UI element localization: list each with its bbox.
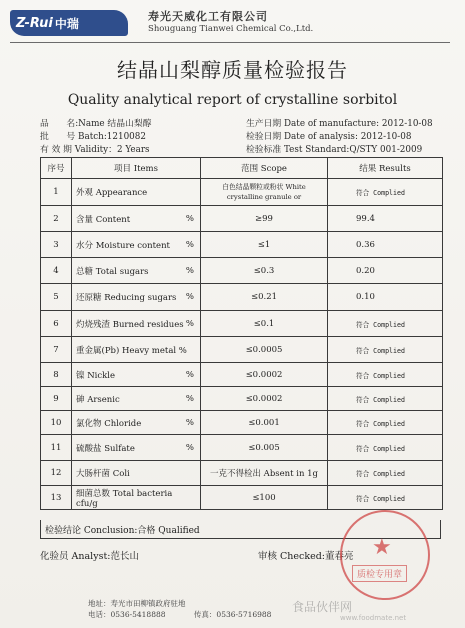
row-item: [72, 461, 201, 486]
row-number: 3: [41, 232, 72, 258]
row-unit: %: [185, 213, 194, 224]
row-item: [72, 387, 201, 411]
row-item-label: 含量 Content: [76, 214, 131, 225]
row-unit: %: [185, 318, 194, 329]
row-item: [72, 363, 201, 387]
row-scope: 白色结晶颗粒或粉状 White crystalline granule or: [201, 179, 328, 206]
header-no: 序号: [41, 158, 72, 179]
row-item-label: 镍 Nickle: [76, 370, 116, 381]
row-number: 5: [41, 284, 72, 311]
row-item-label: 重金属(Pb) Heavy metal %: [76, 345, 187, 356]
logo-text-en: Z-Rui: [16, 15, 53, 31]
row-result: 符合 Complied: [328, 461, 443, 486]
row-result: 符合 Complied: [328, 179, 443, 206]
row-item: [72, 435, 201, 461]
stamp-label: 质检专用章: [352, 565, 407, 582]
row-number: 11: [41, 435, 72, 461]
row-number: 2: [41, 206, 72, 232]
row-item: [72, 411, 201, 435]
table-row: [41, 232, 443, 258]
row-unit: %: [185, 442, 194, 453]
row-unit: %: [185, 393, 194, 404]
footer-phone: 电话：0536-5418888: [88, 610, 166, 619]
table-row: [41, 311, 443, 337]
row-item-label: 水分 Moisture content: [76, 240, 170, 251]
table-row: [41, 284, 443, 311]
row-scope: ≤0.005: [201, 435, 328, 461]
row-result: 符合 Complied: [328, 486, 443, 510]
header-results: 结果 Results: [328, 158, 443, 179]
row-scope: ≥99: [201, 206, 328, 232]
row-result: 符合 Complied: [328, 411, 443, 435]
table-row: [41, 387, 443, 411]
table-row: [41, 411, 443, 435]
footer: [88, 598, 271, 620]
table-row: [41, 179, 443, 206]
table-row: [41, 461, 443, 486]
row-number: 9: [41, 387, 72, 411]
header-divider: [10, 42, 450, 43]
row-item-label: 细菌总数 Total bacteria cfu/g: [76, 488, 173, 509]
table-row: [41, 435, 443, 461]
row-item-label: 大肠杆菌 Coli: [76, 469, 130, 479]
row-scope: ≤0.0002: [201, 363, 328, 387]
results-table: [40, 157, 443, 510]
row-item-label: 外观 Appearance: [76, 188, 148, 198]
row-number: 7: [41, 337, 72, 363]
row-result: 0.20: [328, 258, 443, 284]
report-title-en: Quality analytical report of crystalline sorbitol: [67, 92, 398, 108]
row-unit: %: [185, 369, 194, 380]
row-item: [72, 311, 201, 337]
row-scope: ≤0.21: [201, 284, 328, 311]
row-result: 符合 Complied: [328, 363, 443, 387]
row-item: [72, 179, 201, 206]
company-name-cn: 寿光天威化工有限公司: [148, 10, 268, 23]
row-result: 0.10: [328, 284, 443, 311]
watermark-url: www.foodmate.net: [340, 614, 407, 622]
row-unit: %: [185, 292, 194, 302]
table-row: [41, 206, 443, 232]
row-result: 符合 Complied: [328, 387, 443, 411]
row-number: 8: [41, 363, 72, 387]
row-item-label: 硫酸盐 Sulfate: [76, 443, 135, 454]
row-item: [72, 284, 201, 311]
header-items: 项目 Items: [72, 158, 201, 179]
row-scope: ≤0.001: [201, 411, 328, 435]
checked-signature: 审核 Checked:董春亮: [258, 551, 354, 562]
logo-text-cn: 中瑞: [54, 16, 79, 31]
header-scope: 范围 Scope: [201, 158, 328, 179]
validity: 有 效 期 Validity：2 Years: [40, 145, 150, 155]
row-result: 符合 Complied: [328, 435, 443, 461]
product-name: 品 名:Name 结晶山梨醇: [40, 119, 152, 129]
row-result: 符合 Complied: [328, 311, 443, 337]
analysis-date: 检验日期 Date of analysis: 2012-10-08: [246, 132, 412, 142]
row-number: 10: [41, 411, 72, 435]
stamp-star-icon: ★: [372, 535, 392, 560]
row-number: 4: [41, 258, 72, 284]
footer-fax: 传真：0536-5716988: [193, 610, 272, 619]
row-number: 1: [41, 179, 72, 206]
company-logo: [10, 10, 128, 36]
row-result: 0.36: [328, 232, 443, 258]
row-unit: %: [185, 417, 194, 428]
row-number: 12: [41, 461, 72, 486]
row-item: [72, 337, 201, 363]
row-item-label: 还原糖 Reducing sugars: [76, 293, 177, 303]
row-scope: ≤100: [201, 486, 328, 510]
row-scope: ≤0.1: [201, 311, 328, 337]
test-standard: 检验标准 Test Standard:Q/STY 001-2009: [246, 145, 423, 155]
row-scope: ≤1: [201, 232, 328, 258]
row-result: 99.4: [328, 206, 443, 232]
row-unit: %: [185, 239, 194, 250]
row-number: 6: [41, 311, 72, 337]
row-scope: ≤0.0005: [201, 337, 328, 363]
row-item-label: 灼烧残渣 Burned residues: [76, 319, 184, 330]
row-unit: %: [185, 265, 194, 276]
row-scope: ≤0.0002: [201, 387, 328, 411]
manufacture-date: 生产日期 Date of manufacture: 2012-10-08: [246, 119, 433, 129]
table-row: [41, 258, 443, 284]
analyst-signature: 化验员 Analyst:范长山: [40, 551, 139, 562]
table-row: [41, 337, 443, 363]
row-item-label: 总糖 Total sugars: [76, 266, 149, 277]
row-result: 符合 Complied: [328, 337, 443, 363]
table-header-row: [41, 158, 443, 179]
table-row: [41, 363, 443, 387]
row-number: 13: [41, 486, 72, 510]
row-item: [72, 206, 201, 232]
report-title-cn: 结晶山梨醇质量检验报告: [117, 58, 348, 82]
company-name-en: Shouguang Tianwei Chemical Co.,Ltd.: [148, 24, 314, 34]
watermark: 食品伙伴网: [292, 600, 353, 614]
footer-address: 地址：寿光市田柳镇政府驻地: [88, 599, 186, 608]
row-scope: 一克不得检出 Absent in 1g: [201, 461, 328, 486]
conclusion: 检验结论 Conclusion:合格 Qualified: [40, 520, 441, 539]
row-item-label: 砷 Arsenic: [76, 394, 120, 405]
table-row: [41, 486, 443, 510]
row-item: [72, 258, 201, 284]
row-item: [72, 232, 201, 258]
batch-number: 批 号 Batch:1210082: [40, 132, 146, 142]
row-item-label: 氯化物 Chloride: [76, 418, 142, 429]
row-scope: ≤0.3: [201, 258, 328, 284]
row-item: [72, 486, 201, 510]
